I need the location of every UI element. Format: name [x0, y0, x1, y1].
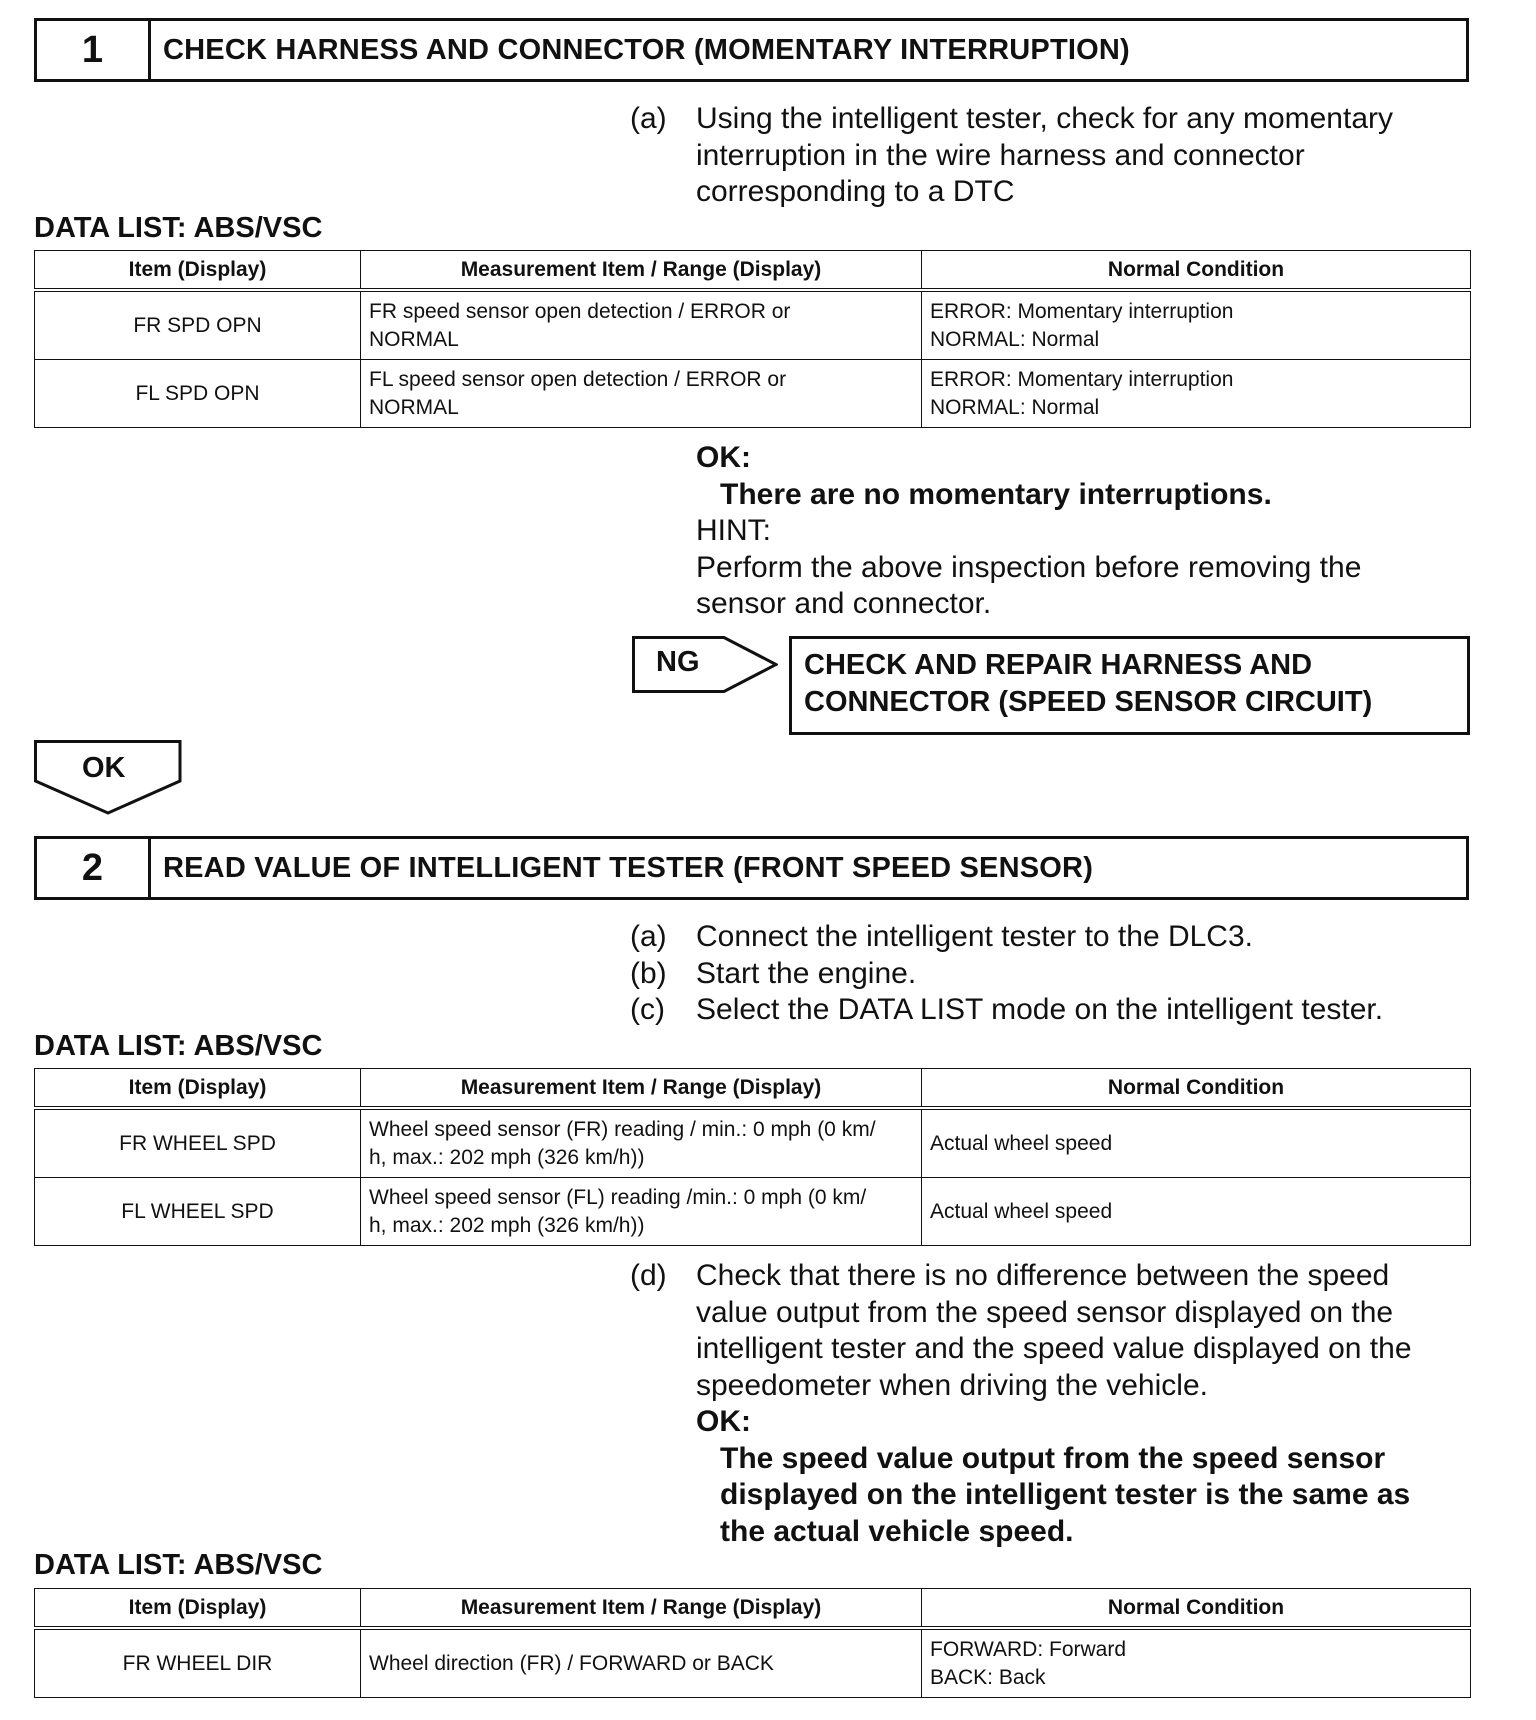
measurement-cell: FL speed sensor open detection / ERROR or NORMAL: [361, 360, 922, 428]
ng-action-line: CHECK AND REPAIR HARNESS AND: [804, 649, 1313, 681]
condition-cell: Actual wheel speed: [922, 1178, 1471, 1246]
data-list-title: DATA LIST: ABS/VSC: [34, 1030, 323, 1062]
instruction-text: Select the DATA LIST mode on the intelligent tester.: [696, 993, 1384, 1026]
ng-action-line: CONNECTOR (SPEED SENSOR CIRCUIT): [804, 686, 1373, 718]
instruction-label: (c): [630, 993, 665, 1026]
data-list-title: DATA LIST: ABS/VSC: [34, 1549, 323, 1581]
column-header: Measurement Item / Range (Display): [361, 1069, 922, 1109]
step-2-header: [34, 836, 1469, 900]
column-header: Normal Condition: [922, 251, 1471, 291]
column-header: Normal Condition: [922, 1069, 1471, 1109]
instruction-item: [630, 919, 1450, 956]
table-row: [35, 1628, 1471, 1698]
condition-cell: ERROR: Momentary interruption NORMAL: Normal: [922, 360, 1471, 428]
ok-text: The speed value output from the speed sensor displayed on the intelligent tester is the same as the actual vehicle speed.: [720, 1441, 1411, 1548]
column-header: Normal Condition: [922, 1589, 1471, 1629]
measurement-cell: Wheel speed sensor (FL) reading /min.: 0 mph (0 km/ h, max.: 202 mph (326 km/h)): [361, 1178, 922, 1246]
ng-arrow-tag: [632, 636, 778, 693]
step-number: 2: [37, 839, 151, 897]
instruction-text: Using the intelligent tester, check for any momentary interruption in the wire harness and connector corresponding to a DTC: [696, 102, 1394, 208]
instruction-item: [630, 101, 1450, 211]
instruction-label: (b): [630, 956, 667, 990]
ng-action-box: [789, 636, 1470, 735]
step-title: READ VALUE OF INTELLIGENT TESTER (FRONT SPEED SENSOR): [163, 851, 1094, 884]
instruction-label: (d): [630, 1259, 667, 1292]
condition-cell: ERROR: Momentary interruption NORMAL: Normal: [922, 290, 1471, 360]
data-list-title: DATA LIST: ABS/VSC: [34, 212, 323, 244]
column-header: Measurement Item / Range (Display): [361, 1589, 922, 1629]
instruction-text: Check that there is no difference between the speed value output from the speed sensor displayed on the intelligent tester and the speed value displayed on the speedometer when driving the vehicle.: [696, 1259, 1412, 1402]
step-number: 1: [37, 21, 151, 79]
table-header-row: [35, 1069, 1471, 1109]
step-2-instruction-d: [630, 1258, 1450, 1404]
instruction-text: Start the engine.: [696, 956, 917, 990]
table-row: [35, 360, 1471, 428]
instruction-text: Connect the intelligent tester to the DLC3.: [696, 920, 1253, 953]
item-cell: FR SPD OPN: [35, 290, 361, 360]
ok-text: There are no momentary interruptions.: [720, 477, 1272, 511]
ok-heading: OK:: [696, 1405, 751, 1438]
table-row: [35, 1178, 1471, 1246]
ok-criteria: [696, 1404, 1446, 1550]
column-header: Item (Display): [35, 1589, 361, 1629]
table-row: [35, 290, 1471, 360]
instruction-label: (a): [630, 920, 667, 953]
condition-cell: Actual wheel speed: [922, 1108, 1471, 1178]
table-header-row: [35, 1589, 1471, 1629]
ok-heading: OK:: [696, 441, 751, 474]
instruction-item: [630, 992, 1450, 1029]
step-title: CHECK HARNESS AND CONNECTOR (MOMENTARY INTERRUPTION): [163, 33, 1130, 66]
measurement-cell: Wheel direction (FR) / FORWARD or BACK: [361, 1628, 922, 1698]
ok-arrow-tag: [34, 740, 182, 815]
table-row: [35, 1108, 1471, 1178]
instruction-label: (a): [630, 102, 667, 135]
instruction-item: [630, 956, 1450, 993]
hint-text: Perform the above inspection before removing the sensor and connector.: [696, 550, 1362, 620]
step-1-header: [34, 18, 1469, 82]
instruction-item: [630, 1258, 1450, 1404]
step-1-instructions: [630, 101, 1450, 211]
right-arrow-icon: [632, 636, 778, 693]
item-cell: FR WHEEL DIR: [35, 1628, 361, 1698]
measurement-cell: FR speed sensor open detection / ERROR or NORMAL: [361, 290, 922, 360]
data-list-table: [34, 1588, 1471, 1698]
item-cell: FR WHEEL SPD: [35, 1108, 361, 1178]
ok-label: OK: [82, 752, 126, 784]
measurement-cell: Wheel speed sensor (FR) reading / min.: 0 mph (0 km/ h, max.: 202 mph (326 km/h)): [361, 1108, 922, 1178]
ok-criteria: [696, 440, 1456, 623]
column-header: Measurement Item / Range (Display): [361, 251, 922, 291]
table-header-row: [35, 251, 1471, 291]
condition-cell: FORWARD: Forward BACK: Back: [922, 1628, 1471, 1698]
item-cell: FL SPD OPN: [35, 360, 361, 428]
column-header: Item (Display): [35, 251, 361, 291]
hint-heading: HINT:: [696, 514, 771, 547]
ng-label: NG: [656, 646, 700, 678]
data-list-table: [34, 250, 1471, 428]
column-header: Item (Display): [35, 1069, 361, 1109]
item-cell: FL WHEEL SPD: [35, 1178, 361, 1246]
data-list-table: [34, 1068, 1471, 1246]
step-2-instructions: [630, 919, 1450, 1029]
